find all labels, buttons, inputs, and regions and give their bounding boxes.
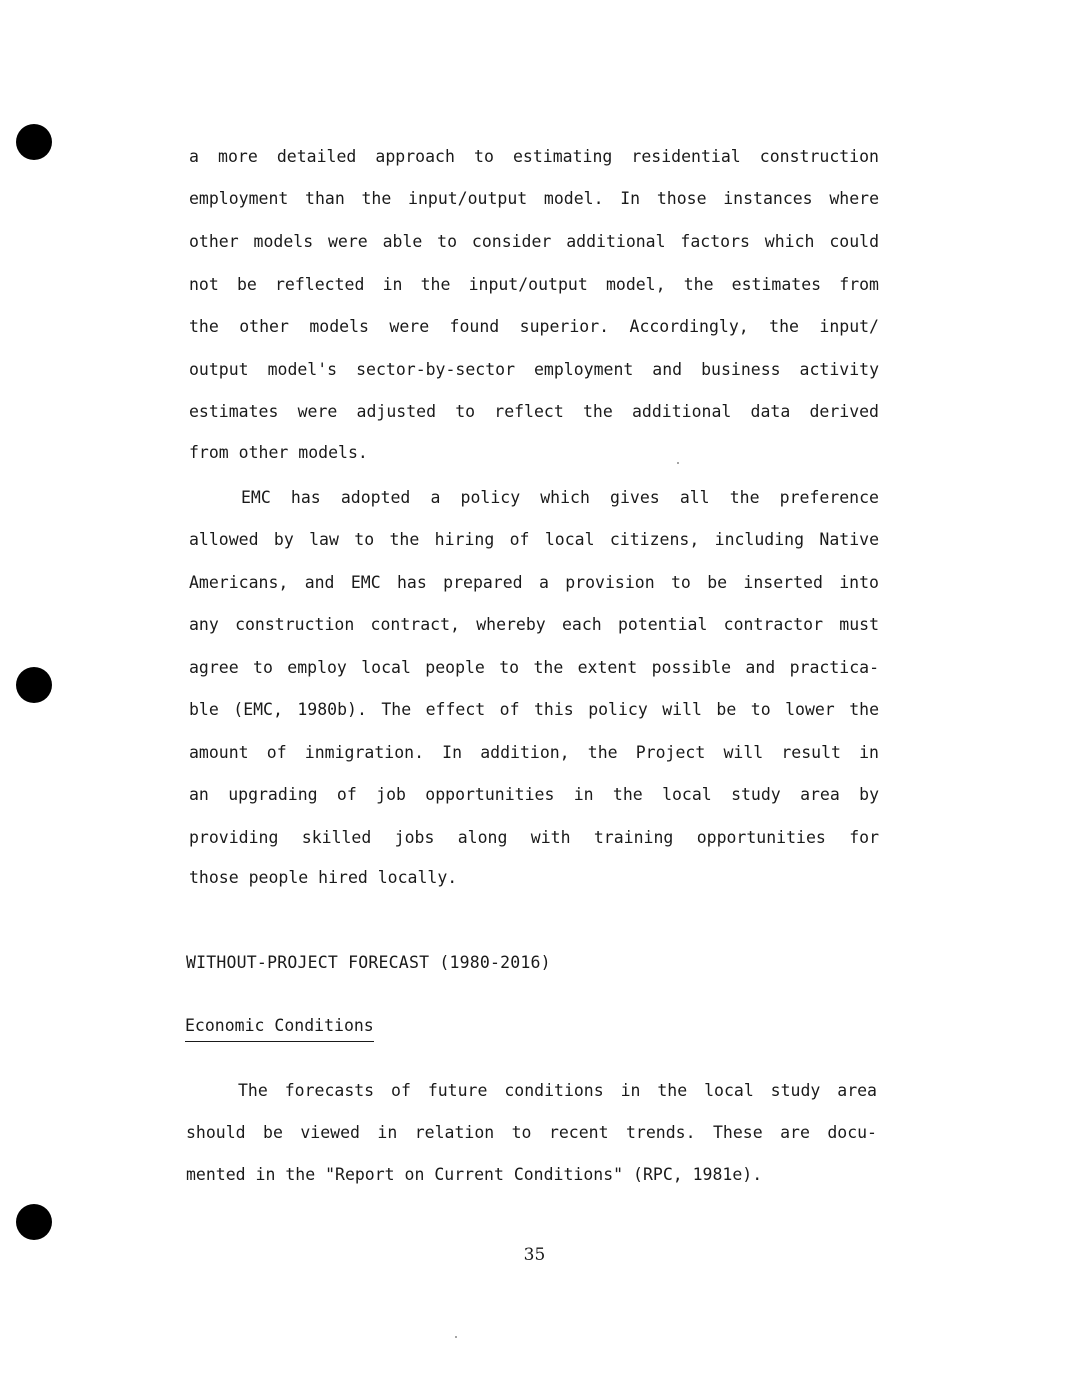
page-number: 35 bbox=[523, 1245, 546, 1265]
text-line: a more detailed approach to estimating residential construction bbox=[189, 147, 879, 166]
scan-speck bbox=[455, 1336, 457, 1338]
text-line: mented in the "Report on Current Conditions" (RPC, 1981e). bbox=[186, 1165, 763, 1184]
text-line: should be viewed in relation to recent trends. These are docu- bbox=[186, 1123, 877, 1142]
punch-hole-bottom bbox=[16, 1204, 52, 1240]
text-line: other models were able to consider additional factors which could bbox=[189, 232, 879, 251]
text-line: from other models. bbox=[189, 443, 368, 462]
text-line: EMC has adopted a policy which gives all the preference bbox=[241, 488, 879, 507]
text-line: Americans, and EMC has prepared a provision to be inserted into bbox=[189, 573, 879, 592]
text-line: estimates were adjusted to reflect the additional data derived bbox=[189, 402, 879, 421]
text-line: output model's sector-by-sector employment and business activity bbox=[189, 360, 879, 379]
text-line: agree to employ local people to the extent possible and practica- bbox=[189, 658, 879, 677]
text-line: amount of inmigration. In addition, the Project will result in bbox=[189, 743, 879, 762]
subsection-heading: Economic Conditions bbox=[185, 1013, 374, 1042]
text-line: an upgrading of job opportunities in the local study area by bbox=[189, 785, 879, 804]
punch-hole-middle bbox=[16, 667, 52, 703]
text-line: allowed by law to the hiring of local citizens, including Native bbox=[189, 530, 879, 549]
section-heading: WITHOUT-PROJECT FORECAST (1980-2016) bbox=[186, 953, 551, 972]
text-line: any construction contract, whereby each potential contractor must bbox=[189, 615, 879, 634]
text-line: those people hired locally. bbox=[189, 868, 458, 887]
text-line: employment than the input/output model. In those instances where bbox=[189, 189, 879, 208]
text-line: providing skilled jobs along with training opportunities for bbox=[189, 828, 879, 847]
text-line: ble (EMC, 1980b). The effect of this policy will be to lower the bbox=[189, 700, 879, 719]
text-line: The forecasts of future conditions in the local study area bbox=[238, 1081, 877, 1100]
text-line: not be reflected in the input/output model, the estimates from bbox=[189, 275, 879, 294]
scan-speck bbox=[677, 462, 679, 464]
text-line: the other models were found superior. Accordingly, the input/ bbox=[189, 317, 879, 336]
punch-hole-top bbox=[16, 124, 52, 160]
